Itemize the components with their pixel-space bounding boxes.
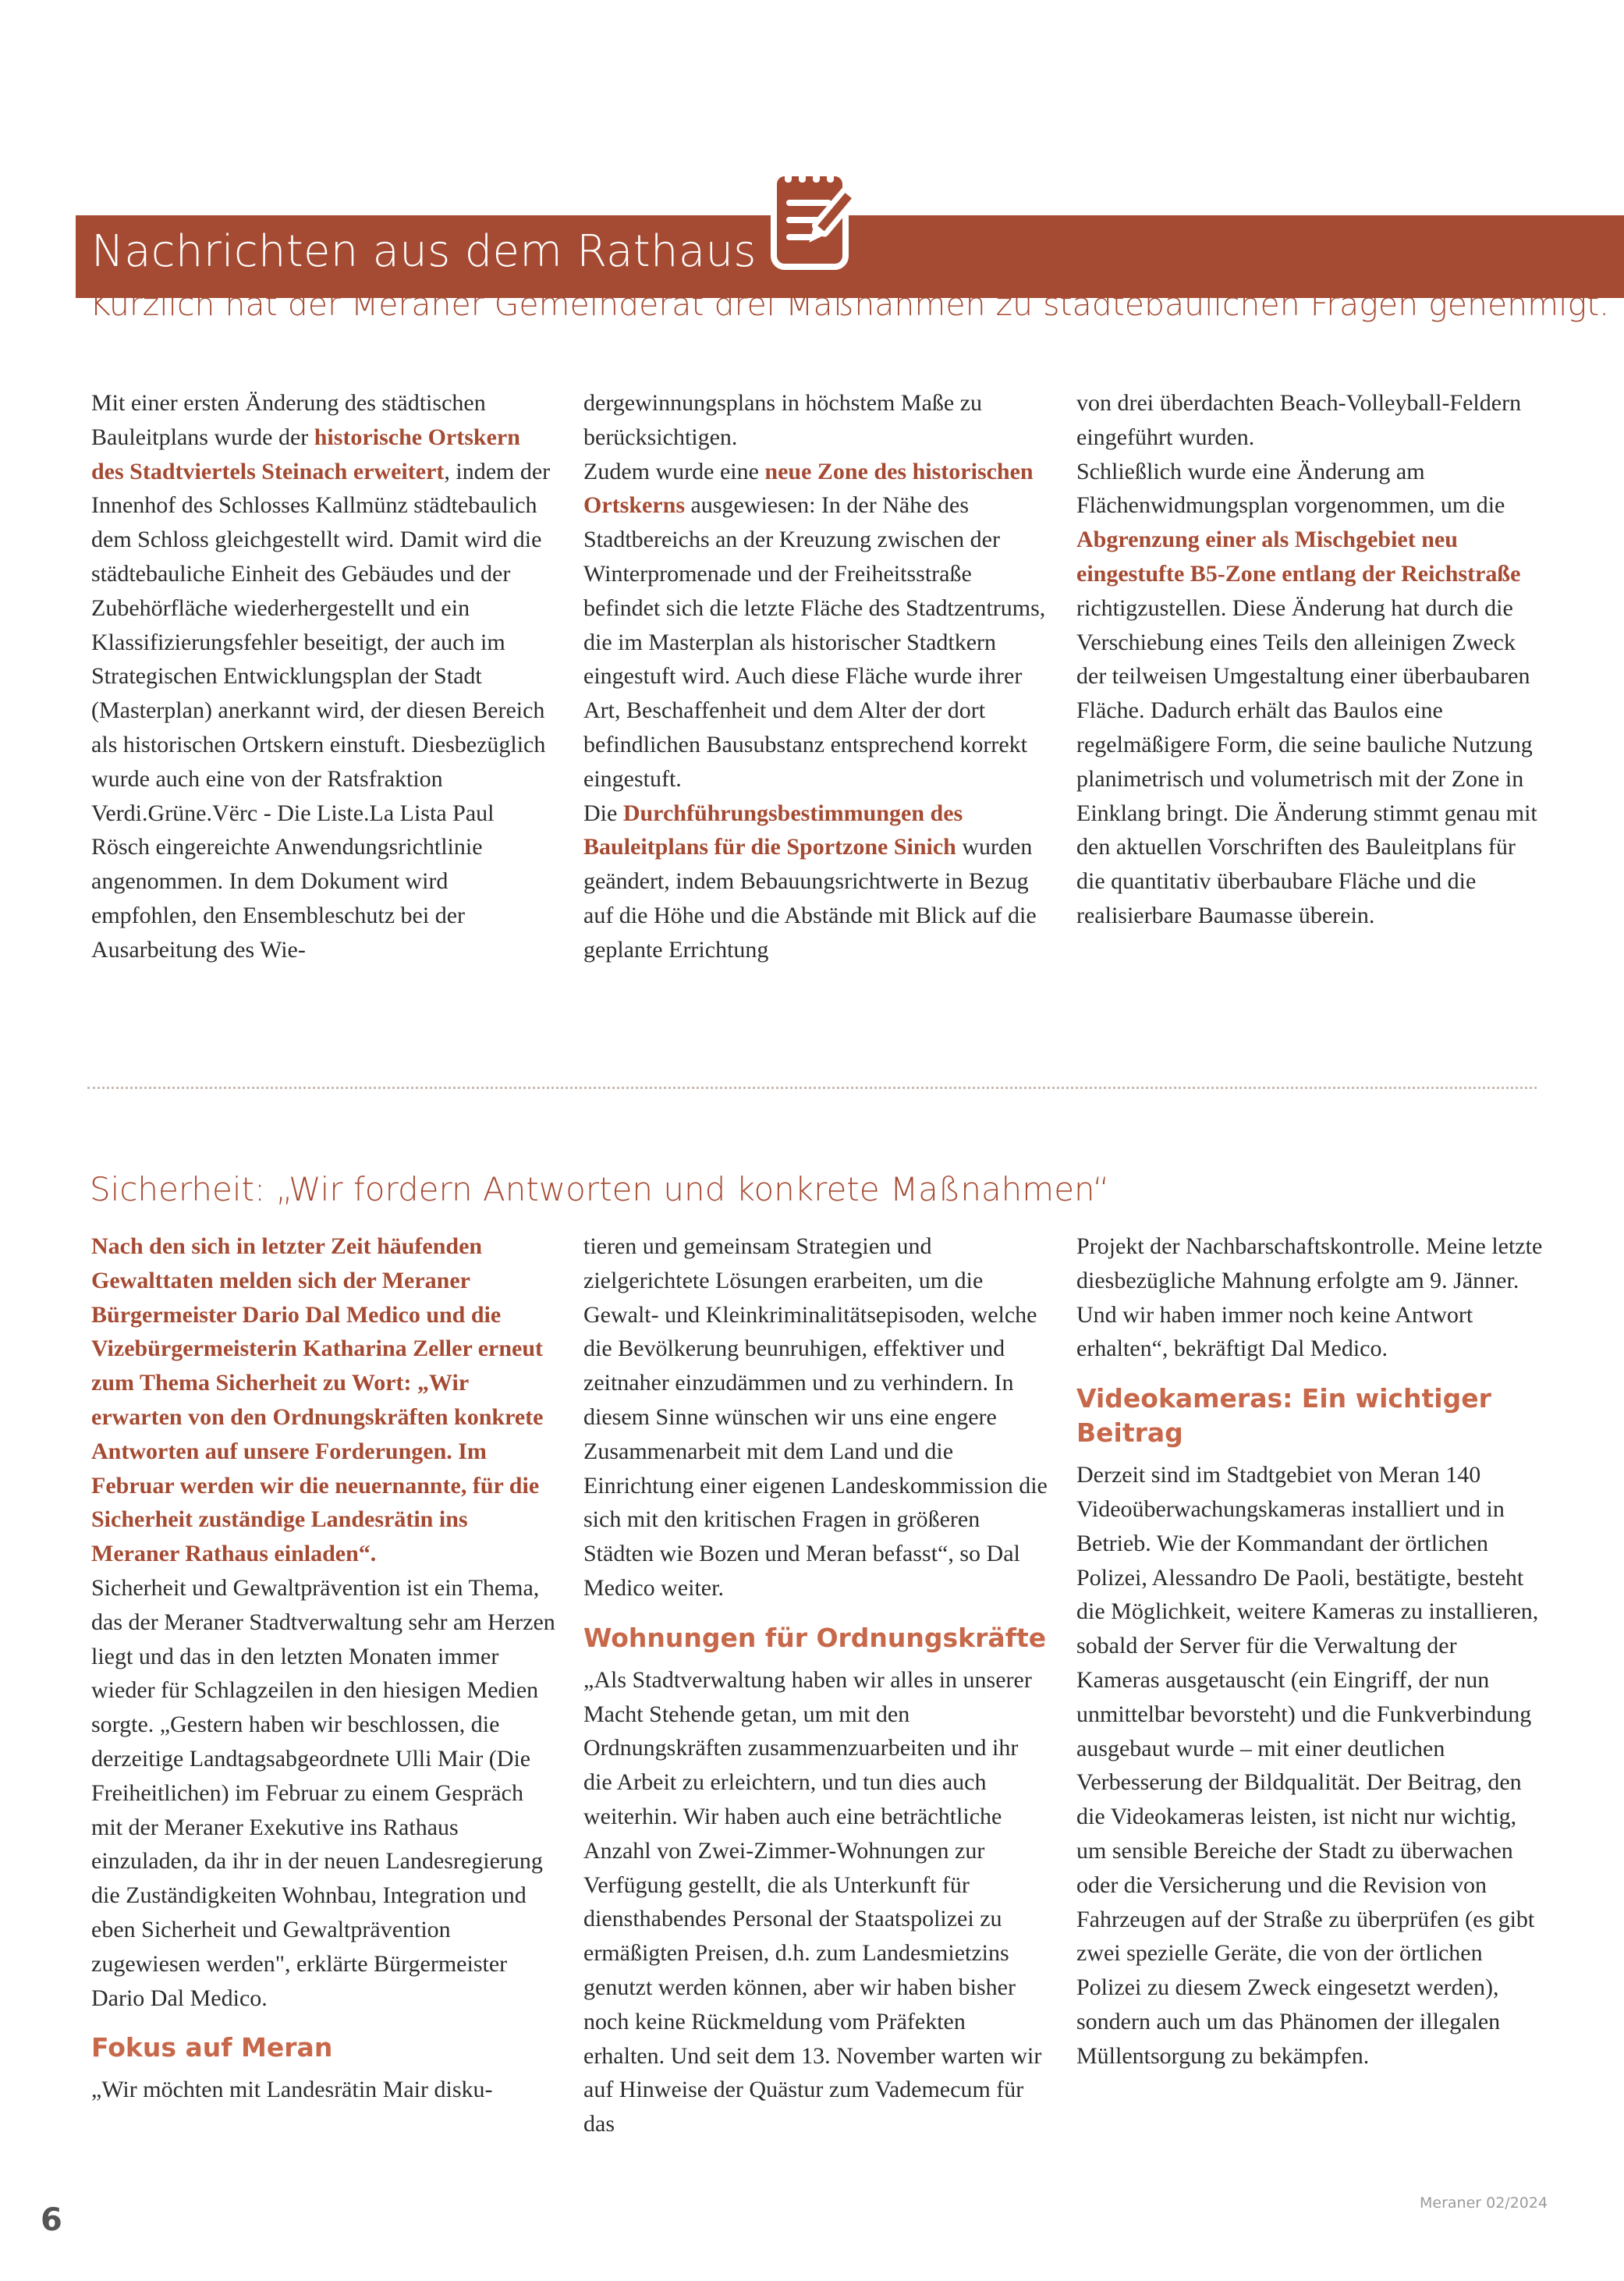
article2-column-1: Nach den sich in letzter Zeit häufenden Gewalttaten melden sich der Meraner Bürgermeister Dario Dal Medico und die Vizebürgermeisterin Katharina Zeller erneut zum Thema Sicherheit zu Wort: „Wir erwarten von den Ordnungskräften konkrete Antworten auf unsere Forderungen. Im Februar werden wir die neuernannte, für die Sicherheit zuständige Landesrätin ins Meraner Rathaus einladen“. Sicherheit und Gewaltprävention ist ein Thema, das der Meraner Stadtverwaltung sehr am Herzen liegt und das in den letzten Monaten immer wieder für Schlagzeilen in den hiesigen Medien sorgte. „Gestern haben wir beschlossen, die derzeitige Landtagsabgeordnete Ulli Mair (Die Freiheitlichen) im Februar zu einem Gespräch mit der Meraner Exekutive ins Rathaus einzuladen, da ihr in der neuen Landesregierung die Zuständigkeiten Wohnbau, Integration und eben Sicherheit und Gewaltprävention zugewiesen werden", erklärte Bürgermeister Dario Dal Medico. Fokus auf Meran „Wir möchten mit Landesrätin Mair disku- <box>91 1229 555 2107</box>
article-lead: Nach den sich in letzter Zeit häufenden Gewalttaten melden sich der Meraner Bürgermeister Dario Dal Medico und die Vizebürgermeisterin Katharina Zeller erneut zum Thema Sicherheit zu Wort: „Wir erwarten von den Ordnungskräften konkrete Antworten auf unsere Forderungen. Im Februar werden wir die neuernannte, für die Sicherheit zuständige Landesrätin ins Meraner Rathaus einladen“. <box>91 1233 544 1567</box>
page-number: 6 <box>41 2202 62 2238</box>
highlight-text: historische Ortskern des Stadtviertels Steinach erweitert <box>91 424 520 484</box>
highlight-text: Abgrenzung einer als Mischgebiet neu eingestufte B5-Zone entlang der Reichstraße <box>1076 527 1521 587</box>
article2-column-2: tieren und gemeinsam Strategien und zielgerichtete Lösungen erarbeiten, um die Gewalt- und Kleinkriminalitätsepisoden, welche die Bevölkerung beunruhigen, effektiver und zeitnaher einzudämmen und zu verhindern. In diesem Sinne wünschen wir uns eine engere Zusammenarbeit mit dem Land und die Einrichtung einer eigenen Landeskommission die sich mit den kritischen Fragen in größeren Städten wie Bozen und Meran befasst“, so Dal Medico weiter. Wohnungen für Ordnungskräfte „Als Stadtverwaltung haben wir alles in unserer Macht Stehende getan, um mit den Ordnungskräften zusammenzuarbeiten und ihr die Arbeit zu erleichtern, und tun dies auch weiterhin. Wir haben auch eine beträchtliche Anzahl von Zwei-Zimmer-Wohnungen zur Verfügung gestellt, die als Unterkunft für diensthabendes Personal der Staatspolizei zu ermäßigten Preisen, d.h. zum Landesmietzins genutzt werden können, aber wir haben bisher noch keine Rückmeldung vom Präfekten erhalten. Und seit dem 13. November warten wir auf Hinweise der Quästur zum Vademecum für das <box>583 1229 1050 2141</box>
article2-heading: Sicherheit: „Wir fordern Antworten und konkrete Maßnahmen“ <box>90 1170 1110 1208</box>
article1-column-2: dergewinnungsplans in höchstem Maße zu berücksichtigen. Zudem wurde eine neue Zone des historischen Ortskerns ausgewiesen: In der Nähe des Stadtbereichs an der Kreuzung zwischen der Winterpromenade und der Freiheitsstraße befindet sich die letzte Fläche des Stadtzentrums, die im Masterplan als historischer Stadtkern eingestuft wird. Auch diese Fläche wurde ihrer Art, Beschaffenheit und dem Alter der dort befindlichen Bausubstanz entsprechend korrekt eingestuft. Die Durchführungsbestimmungen des Bauleitplans für die Sportzone Sinich wurden geändert, indem Bebauungsrichtwerte in Bezug auf die Höhe und die Abstände mit Blick auf die geplante Errichtung <box>583 390 1046 963</box>
issue-label: Meraner 02/2024 <box>1420 2194 1548 2212</box>
highlight-text: Durchführungsbestimmungen des Bauleitplans für die Sportzone Sinich <box>583 800 963 860</box>
highlight-text: neue Zone des historischen Ortskerns <box>583 458 1034 519</box>
section-divider <box>87 1087 1537 1089</box>
subheading-wohnungen: Wohnungen für Ordnungskräfte <box>583 1622 1047 1653</box>
notepad-pencil-icon <box>763 156 888 281</box>
subheading-fokus: Fokus auf Meran <box>91 2032 333 2063</box>
article1-column-3: von drei überdachten Beach-Volleyball-Feldern eingeführt wurden. Schließlich wurde eine Änderung am Flächenwidmungsplan vorgenommen, um die Abgrenzung einer als Mischgebiet neu eingestufte B5-Zone entlang der Reichstraße richtigzustellen. Diese Änderung hat durch die Verschiebung eines Teils den alleinigen Zweck der teilweisen Umgestaltung einer überbaubaren Fläche. Dadurch erhält das Baulos eine regelmäßigere Form, die seine bauliche Nutzung planimetrisch und volumetrisch mit der Zone in Einklang bringt. Die Änderung stimmt genau mit den aktuellen Vorschriften des Bauleitplans für die quantitativ überbaubare Fläche und die realisierbare Baumasse überein. <box>1076 390 1537 928</box>
subheading-videokameras: Videokameras: Ein wichtiger Beitrag <box>1076 1383 1491 1449</box>
article2-column-3: Projekt der Nachbarschaftskontrolle. Meine letzte diesbezügliche Mahnung erfolgte am 9. Jänner. Und wir haben immer noch keine Antwort erhalten“, bekräftigt Dal Medico. Videokameras: Ein wichtiger Beitrag Derzeit sind im Stadtgebiet von Meran 140 Videoüberwachungskameras installiert und in Betrieb. Wie der Kommandant der örtlichen Polizei, Alessandro De Paoli, bestätigte, besteht die Möglichkeit, weitere Kameras zu installieren, sobald der Server für die Verwaltung der Kameras ausgetauscht (ein Eingriff, der nun unmittelbar bevorsteht) und die Funkverbindung ausgebaut wurde – mit einer deutlichen Verbesserung der Bildqualität. Der Beitrag, den die Videokameras leisten, ist nicht nur wichtig, um sensible Bereiche der Stadt zu überwachen oder die Versicherung und die Revision von Fahrzeugen auf der Straße zu überprüfen (es gibt zwei spezielle Geräte, die von der örtlichen Polizei zu diesem Zweck eingesetzt werden), sondern auch um das Phänomen der illegalen Müllentsorgung zu bekämpfen. <box>1076 1229 1544 2073</box>
article1-heading: Kürzlich hat der Meraner Gemeinderat drei Maßnahmen zu städtebaulichen Fragen genehmigt. <box>90 286 1610 323</box>
section-title: Nachrichten aus dem Rathaus <box>91 226 757 277</box>
article1-column-1: Mit einer ersten Änderung des städtischen Bauleitplans wurde der historische Ortskern des Stadtviertels Steinach erweitert, indem der Innenhof des Schlosses Kallmünz städtebaulich dem Schloss gleichgestellt wird. Damit wird die städtebauliche Einheit des Gebäudes und der Zubehörfläche wiederhergestellt und ein Klassifizierungsfehler beseitigt, der auch im Strategischen Entwicklungsplan der Stadt (Masterplan) anerkannt wird, der diesen Bereich als historischen Ortskern einstuft. Diesbezüglich wurde auch eine von der Ratsfraktion Verdi.Grüne.Vërc - Die Liste.La Lista Paul Rösch eingereichte Anwendungsrichtlinie angenommen. In dem Dokument wird empfohlen, den Ensembleschutz bei der Ausarbeitung des Wie- <box>91 390 551 963</box>
